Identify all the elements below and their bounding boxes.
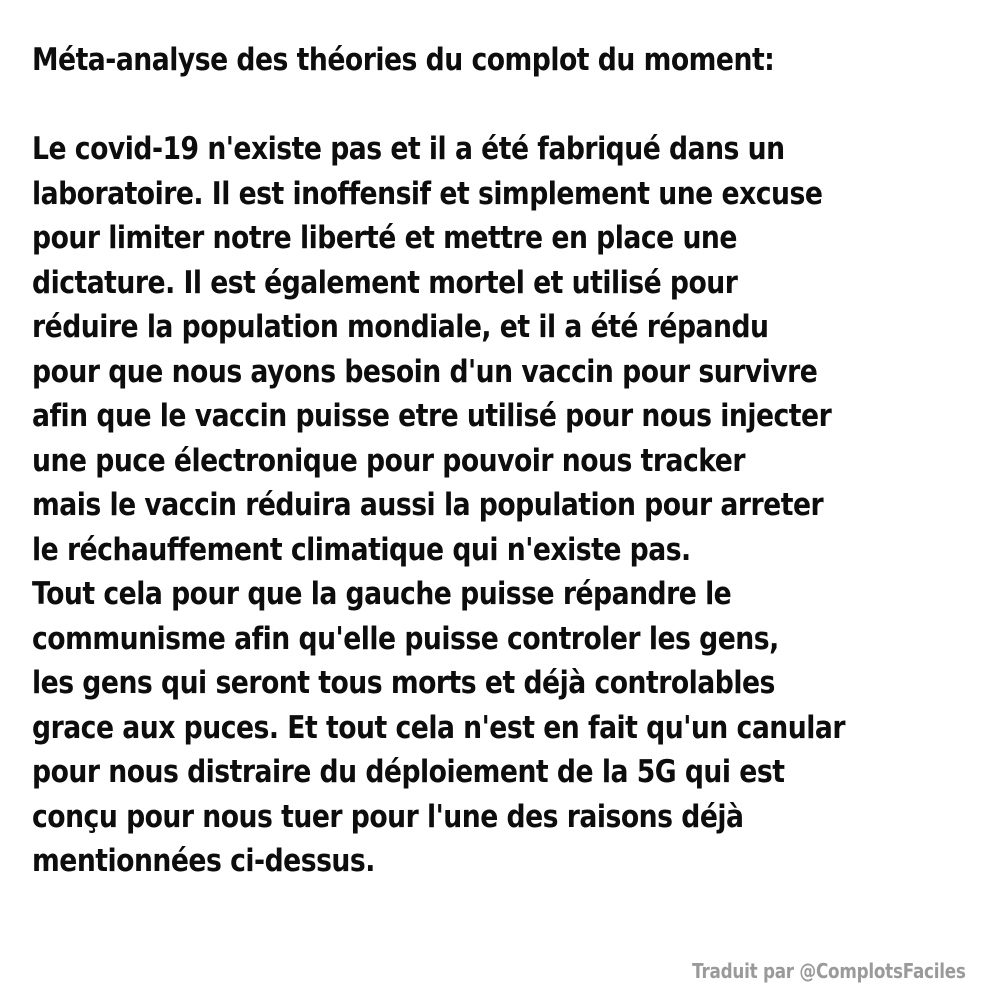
text-line: dictature. Il est également mortel et utilisé pour — [32, 264, 738, 301]
text-line: laboratoire. Il est inoffensif et simplement une excuse — [32, 175, 823, 212]
text-line: Le covid-19 n'existe pas et il a été fabriqué dans un — [32, 131, 785, 167]
text-line: réduire la population mondiale, et il a été répandu — [32, 309, 769, 345]
text-line: une puce électronique pour pouvoir nous tracker — [32, 442, 745, 479]
text-line: afin que le vaccin puisse etre utilisé pour nous injecter — [32, 398, 832, 434]
translator-credit: Traduit par @ComplotsFaciles — [692, 959, 966, 983]
post-title: Méta-analyse des théories du complot du moment: — [32, 42, 775, 78]
text-line: mais le vaccin réduira aussi la population pour arreter — [32, 487, 824, 523]
text-line: pour que nous ayons besoin d'un vaccin pour survivre — [32, 353, 818, 390]
text-line: grace aux puces. Et tout cela n'est en fait qu'un canular — [32, 709, 845, 746]
blank-line — [32, 83, 849, 128]
text-line: Tout cela pour que la gauche puisse répandre le — [32, 576, 732, 612]
text-line: conçu pour nous tuer pour l'une des raisons déjà — [32, 798, 744, 835]
text-line: pour nous distraire du déploiement de la 5G qui est — [32, 754, 785, 790]
text-line: le réchauffement climatique qui n'existe pas. — [32, 531, 691, 568]
text-line: communisme afin qu'elle puisse controler les gens, — [32, 620, 779, 657]
post-text — [32, 38, 849, 884]
text-line: les gens qui seront tous morts et déjà controlables — [32, 665, 775, 701]
text-line: mentionnées ci-dessus. — [32, 843, 375, 879]
text-line: pour limiter notre liberté et mettre en place une — [32, 220, 737, 256]
